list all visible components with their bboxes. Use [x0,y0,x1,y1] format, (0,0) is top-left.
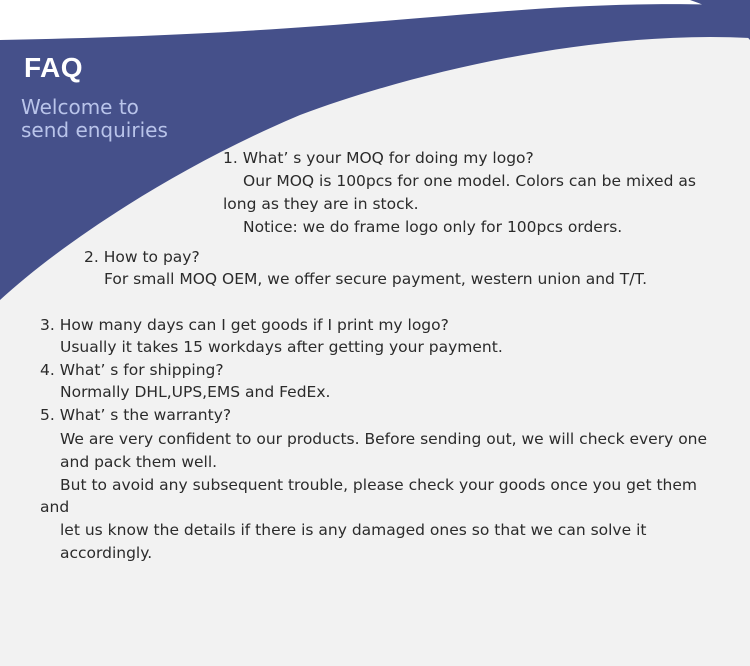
faq-answer-line: accordingly. [60,544,153,562]
faq-answer-line: Normally DHL,UPS,EMS and FedEx. [60,383,331,401]
faq-answer-line: Notice: we do frame logo only for 100pcs orders. [243,218,623,236]
page-title: FAQ [24,52,84,83]
faq-answer-line: Usually it takes 15 workdays after getting your payment. [60,338,503,356]
faq-answer-line: let us know the details if there is any damaged ones so that we can solve it [60,521,647,539]
faq-question-5: 5. What’ s the warranty? [40,406,232,424]
page-subtitle [21,96,168,142]
faq-answer-line: and pack them well. [60,453,218,471]
faq-answer-line: But to avoid any subsequent trouble, please check your goods once you get them [60,476,697,494]
faq-answer-line: Our MOQ is 100pcs for one model. Colors can be mixed as [243,172,696,190]
faq-question-3: 3. How many days can I get goods if I print my logo? [40,316,449,334]
subtitle-line: send enquiries [21,118,168,142]
faq-question-4: 4. What’ s for shipping? [40,361,224,379]
subtitle-line: Welcome to [21,95,139,119]
faq-question-2: 2. How to pay? [84,248,200,266]
faq-answer-line: long as they are in stock. [223,195,419,213]
faq-answer-line: For small MOQ OEM, we offer secure payment, western union and T/T. [104,270,648,288]
faq-answer-line: We are very confident to our products. Before sending out, we will check every one [60,430,708,448]
faq-question-1: 1. What’ s your MOQ for doing my logo? [223,149,534,167]
faq-answer-line: and [40,498,70,516]
